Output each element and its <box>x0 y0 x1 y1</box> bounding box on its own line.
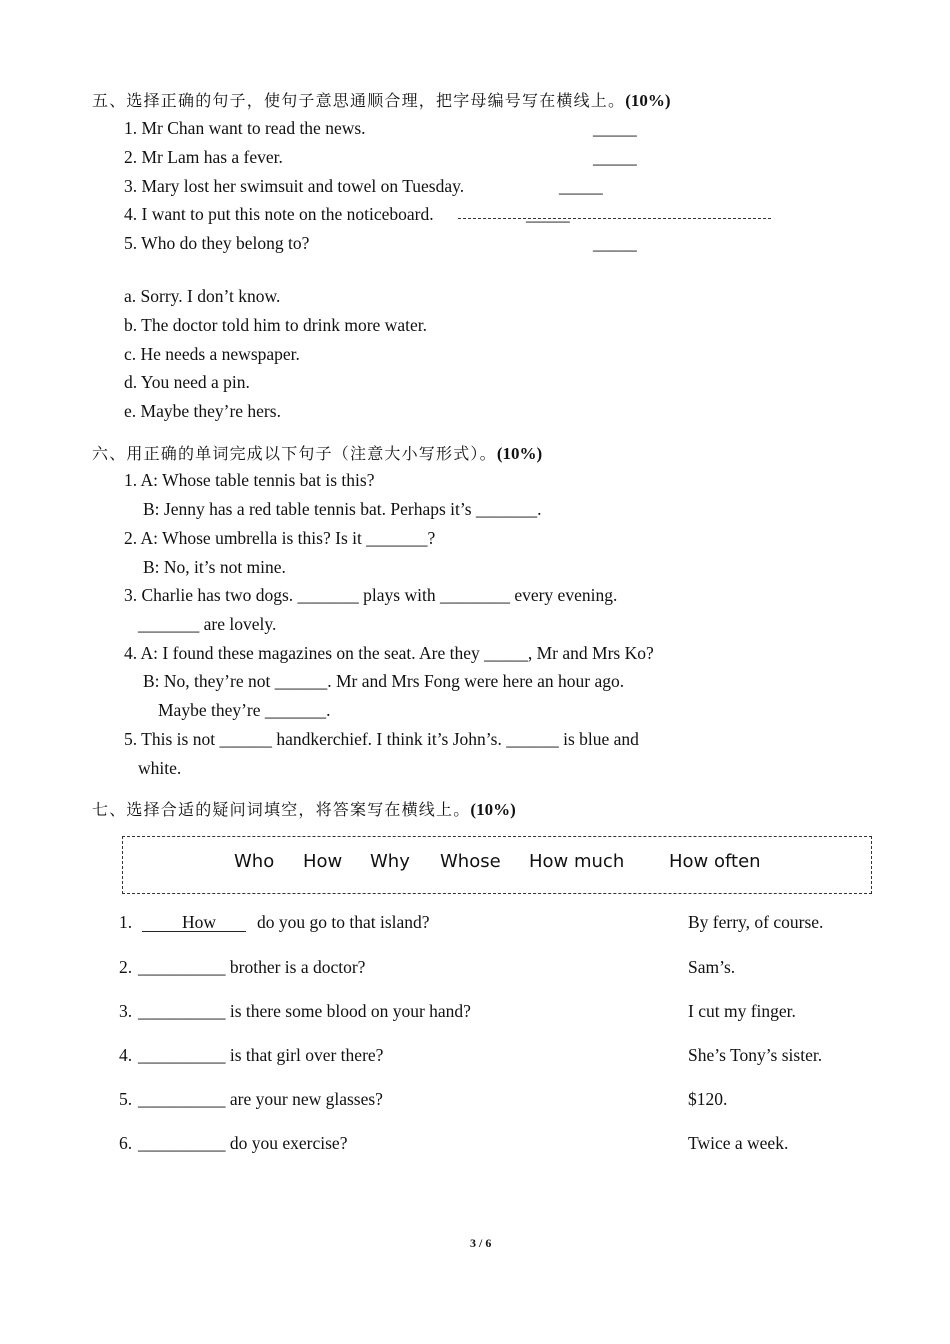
s5-question-1: 1. Mr Chan want to read the news. <box>124 118 366 138</box>
word-bank-how-much: How much <box>529 851 625 872</box>
s6-line-3: 2. A: Whose umbrella is this? Is it _______? <box>124 528 436 548</box>
s6-line-5: 3. Charlie has two dogs. _______ plays with ________ every evening. <box>124 585 618 605</box>
word-bank-why: Why <box>370 851 410 872</box>
s6-line-11: white. <box>138 758 182 778</box>
word-bank-who: Who <box>234 851 275 872</box>
section6-heading <box>92 441 542 464</box>
s7-item-3-answer: I cut my finger. <box>688 1001 796 1021</box>
s7-item-2-text[interactable]: __________ brother is a doctor? <box>138 957 366 977</box>
s7-item-5-text[interactable]: __________ are your new glasses? <box>138 1089 383 1109</box>
s5-option-d: d. You need a pin. <box>124 372 250 392</box>
section6-heading-text: 六、用正确的单词完成以下句子（注意大小写形式）。 <box>92 444 497 463</box>
s7-item-4-answer: She’s Tony’s sister. <box>688 1045 823 1065</box>
s7-example-answer: How <box>182 912 217 932</box>
s5-dashed-line <box>458 218 771 219</box>
s7-item-6-num: 6. <box>119 1133 133 1153</box>
s6-line-8: B: No, they’re not ______. Mr and Mrs Fong were here an hour ago. <box>143 671 625 691</box>
s5-question-2: 2. Mr Lam has a fever. <box>124 147 283 167</box>
page-number: 3 / 6 <box>470 1236 492 1250</box>
s5-question-3: 3. Mary lost her swimsuit and towel on Tuesday. <box>124 176 465 196</box>
s5-answer-blank-1[interactable]: _____ <box>593 118 637 138</box>
s7-item-3-text[interactable]: __________ is there some blood on your hand? <box>138 1001 471 1021</box>
s5-option-e: e. Maybe they’re hers. <box>124 401 281 421</box>
s6-line-1: 1. A: Whose table tennis bat is this? <box>124 470 375 490</box>
s7-item-4-text[interactable]: __________ is that girl over there? <box>138 1045 384 1065</box>
s7-item-2-num: 2. <box>119 957 133 977</box>
s7-item-5-answer: $120. <box>688 1089 728 1109</box>
section7-score: (10%) <box>470 800 516 819</box>
s5-answer-blank-4[interactable]: _____ <box>526 204 570 224</box>
s6-line-7: 4. A: I found these magazines on the seat. Are they _____, Mr and Mrs Ko? <box>124 643 654 663</box>
s7-item-6-answer: Twice a week. <box>688 1133 789 1153</box>
s6-line-2: B: Jenny has a red table tennis bat. Perhaps it’s _______. <box>143 499 542 519</box>
s5-question-4: 4. I want to put this note on the noticeboard. <box>124 204 434 224</box>
section5-score: (10%) <box>625 91 671 110</box>
s7-item-2-answer: Sam’s. <box>688 957 736 977</box>
s5-answer-blank-5[interactable]: _____ <box>593 233 637 253</box>
s7-item-1-text: do you go to that island? <box>257 912 430 932</box>
s6-line-10: 5. This is not ______ handkerchief. I think it’s John’s. ______ is blue and <box>124 729 639 749</box>
s7-item-1-num: 1. <box>119 912 133 932</box>
s5-option-c: c. He needs a newspaper. <box>124 344 300 364</box>
section7-heading-text: 七、选择合适的疑问词填空，将答案写在横线上。 <box>92 800 471 819</box>
word-bank-how-often: How often <box>669 851 761 872</box>
word-bank-whose: Whose <box>440 851 501 872</box>
section5-heading <box>92 88 671 111</box>
s7-item-1-answer: By ferry, of course. <box>688 912 824 932</box>
word-bank-how: How <box>303 851 343 872</box>
section5-heading-text: 五、选择正确的句子，使句子意思通顺合理，把字母编号写在横线上。 <box>92 91 626 110</box>
s5-question-5: 5. Who do they belong to? <box>124 233 310 253</box>
s7-item-4-num: 4. <box>119 1045 133 1065</box>
s7-item-3-num: 3. <box>119 1001 133 1021</box>
s7-example-underline <box>142 931 246 932</box>
s6-line-6: _______ are lovely. <box>138 614 277 634</box>
section7-heading <box>92 797 516 820</box>
s7-item-6-text[interactable]: __________ do you exercise? <box>138 1133 348 1153</box>
section6-score: (10%) <box>496 444 543 463</box>
s6-line-9: Maybe they’re _______. <box>158 700 331 720</box>
s6-line-4: B: No, it’s not mine. <box>143 557 286 577</box>
s5-answer-blank-2[interactable]: _____ <box>593 147 637 167</box>
s7-item-5-num: 5. <box>119 1089 133 1109</box>
s5-option-a: a. Sorry. I don’t know. <box>124 286 281 306</box>
s5-option-b: b. The doctor told him to drink more water. <box>124 315 427 335</box>
s5-answer-blank-3[interactable]: _____ <box>559 176 603 196</box>
